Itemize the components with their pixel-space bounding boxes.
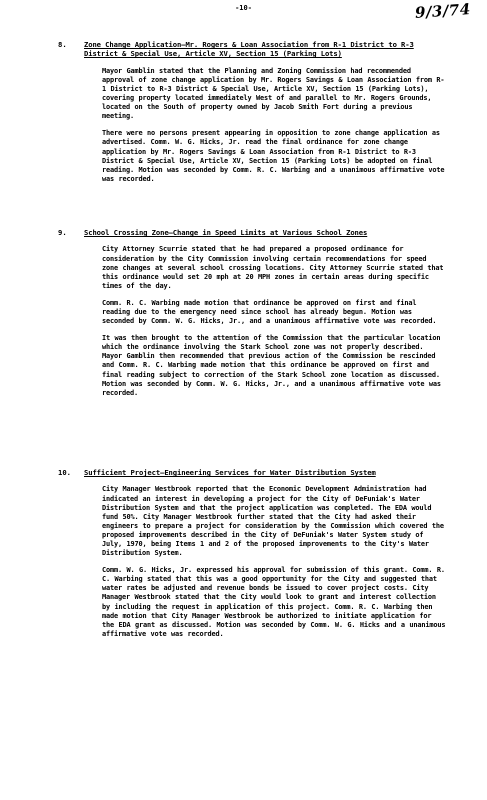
item-title: Sufficient Project—Engineering Services for Water Distribution System bbox=[84, 468, 376, 477]
page-number: -10- bbox=[235, 4, 252, 12]
agenda-item-10 bbox=[58, 468, 446, 647]
item-title: School Crossing Zone—Change in Speed Limits at Various School Zones bbox=[84, 228, 368, 237]
item-paragraph: City Attorney Scurrie stated that he had prepared a proposed ordinance for consideration by the City Commission involving certain recommendations for speed zone changes at several school crossing locations. City Attorney Scurrie stated that this ordinance would set 20 mph at 20 MPH zones in certain areas during specific times of the day. bbox=[102, 245, 444, 290]
item-paragraph: City Manager Westbrook reported that the Economic Development Administration had indicated an interest in developing a project for the City of DeFuniak's Water Distribution System and that the project application was completed. The EDA would fund 50%. City Manager Westbrook further stated that the City had asked their engineers to prepare a project for consideration by the Commission which covered the proposed improvements described in the City of DeFuniak's Water System study of July, 1970, being Items 1 and 2 of the proposed improvements to the City's Water Distribution System. bbox=[102, 485, 444, 558]
item-paragraph: Comm. R. C. Warbing made motion that ordinance be approved on first and final reading due to the emergency need since school has already begun. Motion was seconded by Comm. W. G. Hicks, Jr., and a unanimous affirmative vote was recorded. bbox=[102, 298, 437, 326]
item-number: 8. bbox=[58, 40, 67, 49]
item-title: Zone Change Application—Mr. Rogers & Loan Association from R-1 District to R-3 District & Special Use, Article XV, Section 15 (Parking Lots) bbox=[84, 40, 414, 59]
item-number: 9. bbox=[58, 228, 67, 237]
item-paragraph: Mayor Gamblin stated that the Planning and Zoning Commission had recommended approval of zone change application by Mr. Rogers Savings & Loan Association from R-1 District to R-3 District & Special Use, Article XV, Section 15 (Parking Lots), covering property located immediately West of and parallel to Mr. Rogers Grounds, located on the South of property owned by Jacob Smith Fort during a previous meeting. bbox=[102, 66, 445, 121]
agenda-item-9 bbox=[58, 228, 446, 406]
agenda-item-8 bbox=[58, 40, 446, 192]
item-paragraph: It was then brought to the attention of the Commission that the particular location which the ordinance involving the Stark School zone was not properly described. Mayor Gamblin then recommended that previous action of the Commission be rescinded and Comm. R. C. Warbing made motion that this ordinance be approved on first and final reading subject to correction of the Stark School zone location as discussed. Motion was seconded by Comm. W. G. Hicks, Jr., and a unanimous affirmative vote was recorded. bbox=[102, 334, 441, 397]
handwritten-date-annotation: 9/3/74 bbox=[414, 0, 472, 22]
item-paragraph: Comm. W. G. Hicks, Jr. expressed his approval for submission of this grant. Comm. R. C. Warbing stated that this was a good opportunity for the City and suggested that water rates be adjusted and revenue bonds be issued to cover project costs. City Manager Westbrook stated that the City would look to grant and interest collection by including the request in application of this project. Comm. R. C. Warbing then made motion that City Manager Westbrook be authorized to initiate application for the EDA grant as discussed. Motion was seconded by Comm. W. G. Hicks and a unanimous affirmative vote was recorded. bbox=[102, 566, 446, 638]
item-number: 10. bbox=[58, 468, 71, 477]
item-paragraph: There were no persons present appearing in opposition to zone change application as advertised. Comm. W. G. Hicks, Jr. read the final ordinance for zone change application by Mr. Rogers Savings & Loan Association from R-1 District to R-3 District & Special Use, Article XV, Section 15 (Parking Lots) be adopted on final reading. Motion was seconded by Comm. R. C. Warbing and a unanimous affirmative vote was recorded. bbox=[102, 129, 445, 183]
